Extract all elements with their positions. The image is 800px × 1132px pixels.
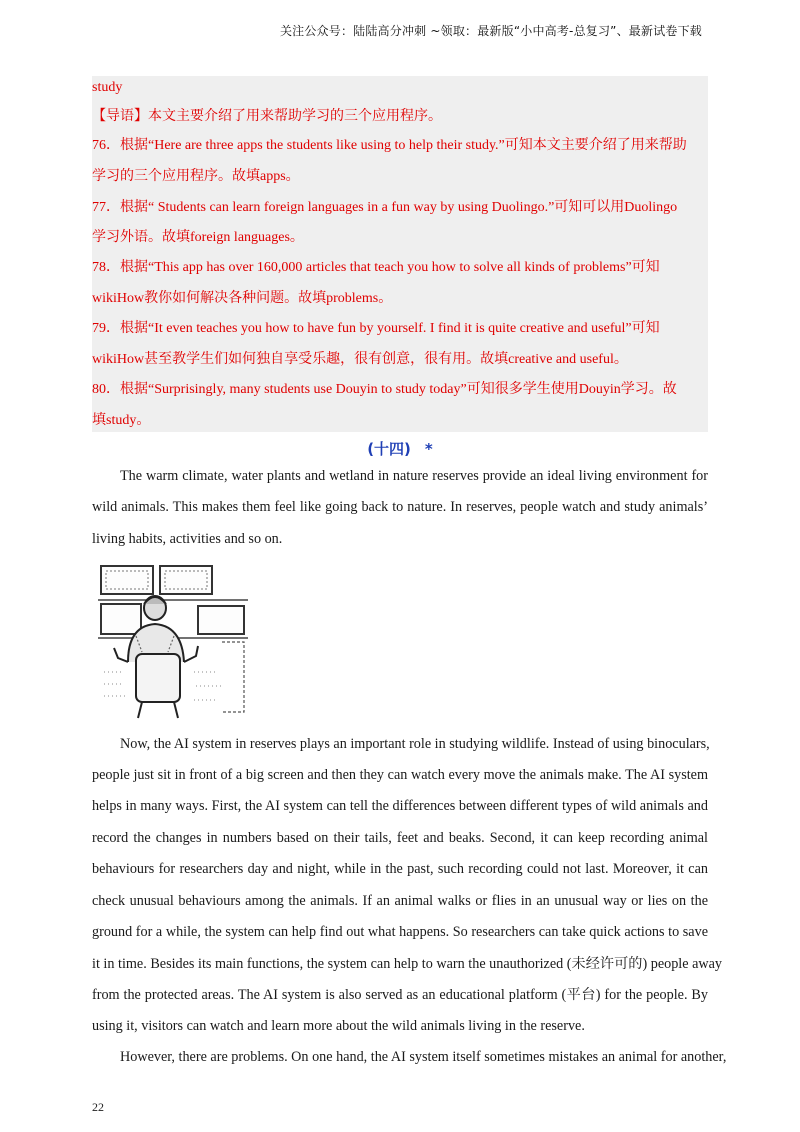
page-number: 22	[92, 1100, 104, 1114]
answer-explanation-box	[92, 76, 708, 432]
answer-line: 学习外语。故填foreign languages。	[92, 230, 304, 245]
passage-line: helps in many ways. First, the AI system can tell the differences between different types of wild animals and	[92, 798, 708, 814]
section-number: (十四)	[367, 440, 411, 458]
answer-line: wikiHow甚至教学生们如何独自享受乐趣，很有创意，很有用。故填creative and useful。	[92, 352, 628, 367]
answer-line: study	[92, 80, 123, 95]
answer-line: wikiHow教你如何解决各种问题。故填problems。	[92, 291, 393, 306]
answer-line: 79．根据“It even teaches you how to have fun by yourself. I find it is quite creative and useful”可知	[92, 321, 660, 336]
section-title	[0, 438, 800, 459]
answer-line: 【导语】本文主要介绍了用来帮助学习的三个应用程序。	[92, 109, 442, 124]
answer-line: 填study。	[92, 413, 151, 428]
passage-line: from the protected areas. The AI system is also served as an educational platform (平台) for the people. By	[92, 987, 708, 1003]
passage-line: it in time. Besides its main functions, the system can help to warn the unauthorized (未经许可的) people away	[92, 956, 723, 972]
page-header: 关注公众号：陆陆高分冲刺 ~领取：最新版“小中高考-总复习”、最新试卷下载	[279, 24, 702, 38]
passage-line: living habits, activities and so on.	[92, 531, 283, 547]
passage-line: ground for a while, the system can help find out what happens. So researchers can take quick actions to save	[92, 924, 708, 940]
passage-line: wild animals. This makes them feel like going back to nature. In reserves, people watch and study animals’	[92, 499, 708, 515]
passage-line: using it, visitors can watch and learn more about the wild animals living in the reserve.	[92, 1018, 585, 1034]
passage-line: record the changes in numbers based on their tails, feet and beaks. Second, it can keep recording animal	[92, 830, 708, 846]
passage-line: behaviours for researchers day and night, while in the past, such recording could not last. Moreover, it can	[92, 861, 708, 877]
answer-line: 80．根据“Surprisingly, many students use Douyin to study today”可知很多学生使用Douyin学习。故	[92, 382, 677, 397]
passage-line: check unusual behaviours among the animals. If an animal walks or flies in an unusual way or lies on the	[92, 893, 708, 909]
answer-line: 学习的三个应用程序。故填apps。	[92, 169, 300, 184]
person-watching-screens-icon	[98, 562, 248, 720]
passage-line: people just sit in front of a big screen and then they can watch every move the animals make. The AI system	[92, 767, 708, 783]
passage-line: The warm climate, water plants and wetland in nature reserves provide an ideal living environment for	[120, 468, 708, 484]
answer-line: 78．根据“This app has over 160,000 articles that teach you how to solve all kinds of problems”可知	[92, 260, 660, 275]
star-mark: *	[424, 440, 433, 458]
answer-line: 76．根据“Here are three apps the students like using to help their study.”可知本文主要介绍了用来帮助	[92, 138, 687, 153]
passage-line: Now, the AI system in reserves plays an important role in studying wildlife. Instead of using binoculars,	[120, 736, 710, 752]
answer-line: 77．根据“ Students can learn foreign languages in a fun way by using Duolingo.”可知可以用Duolingo	[92, 200, 678, 215]
passage-line: However, there are problems. On one hand, the AI system itself sometimes mistakes an animal for another,	[120, 1049, 727, 1065]
